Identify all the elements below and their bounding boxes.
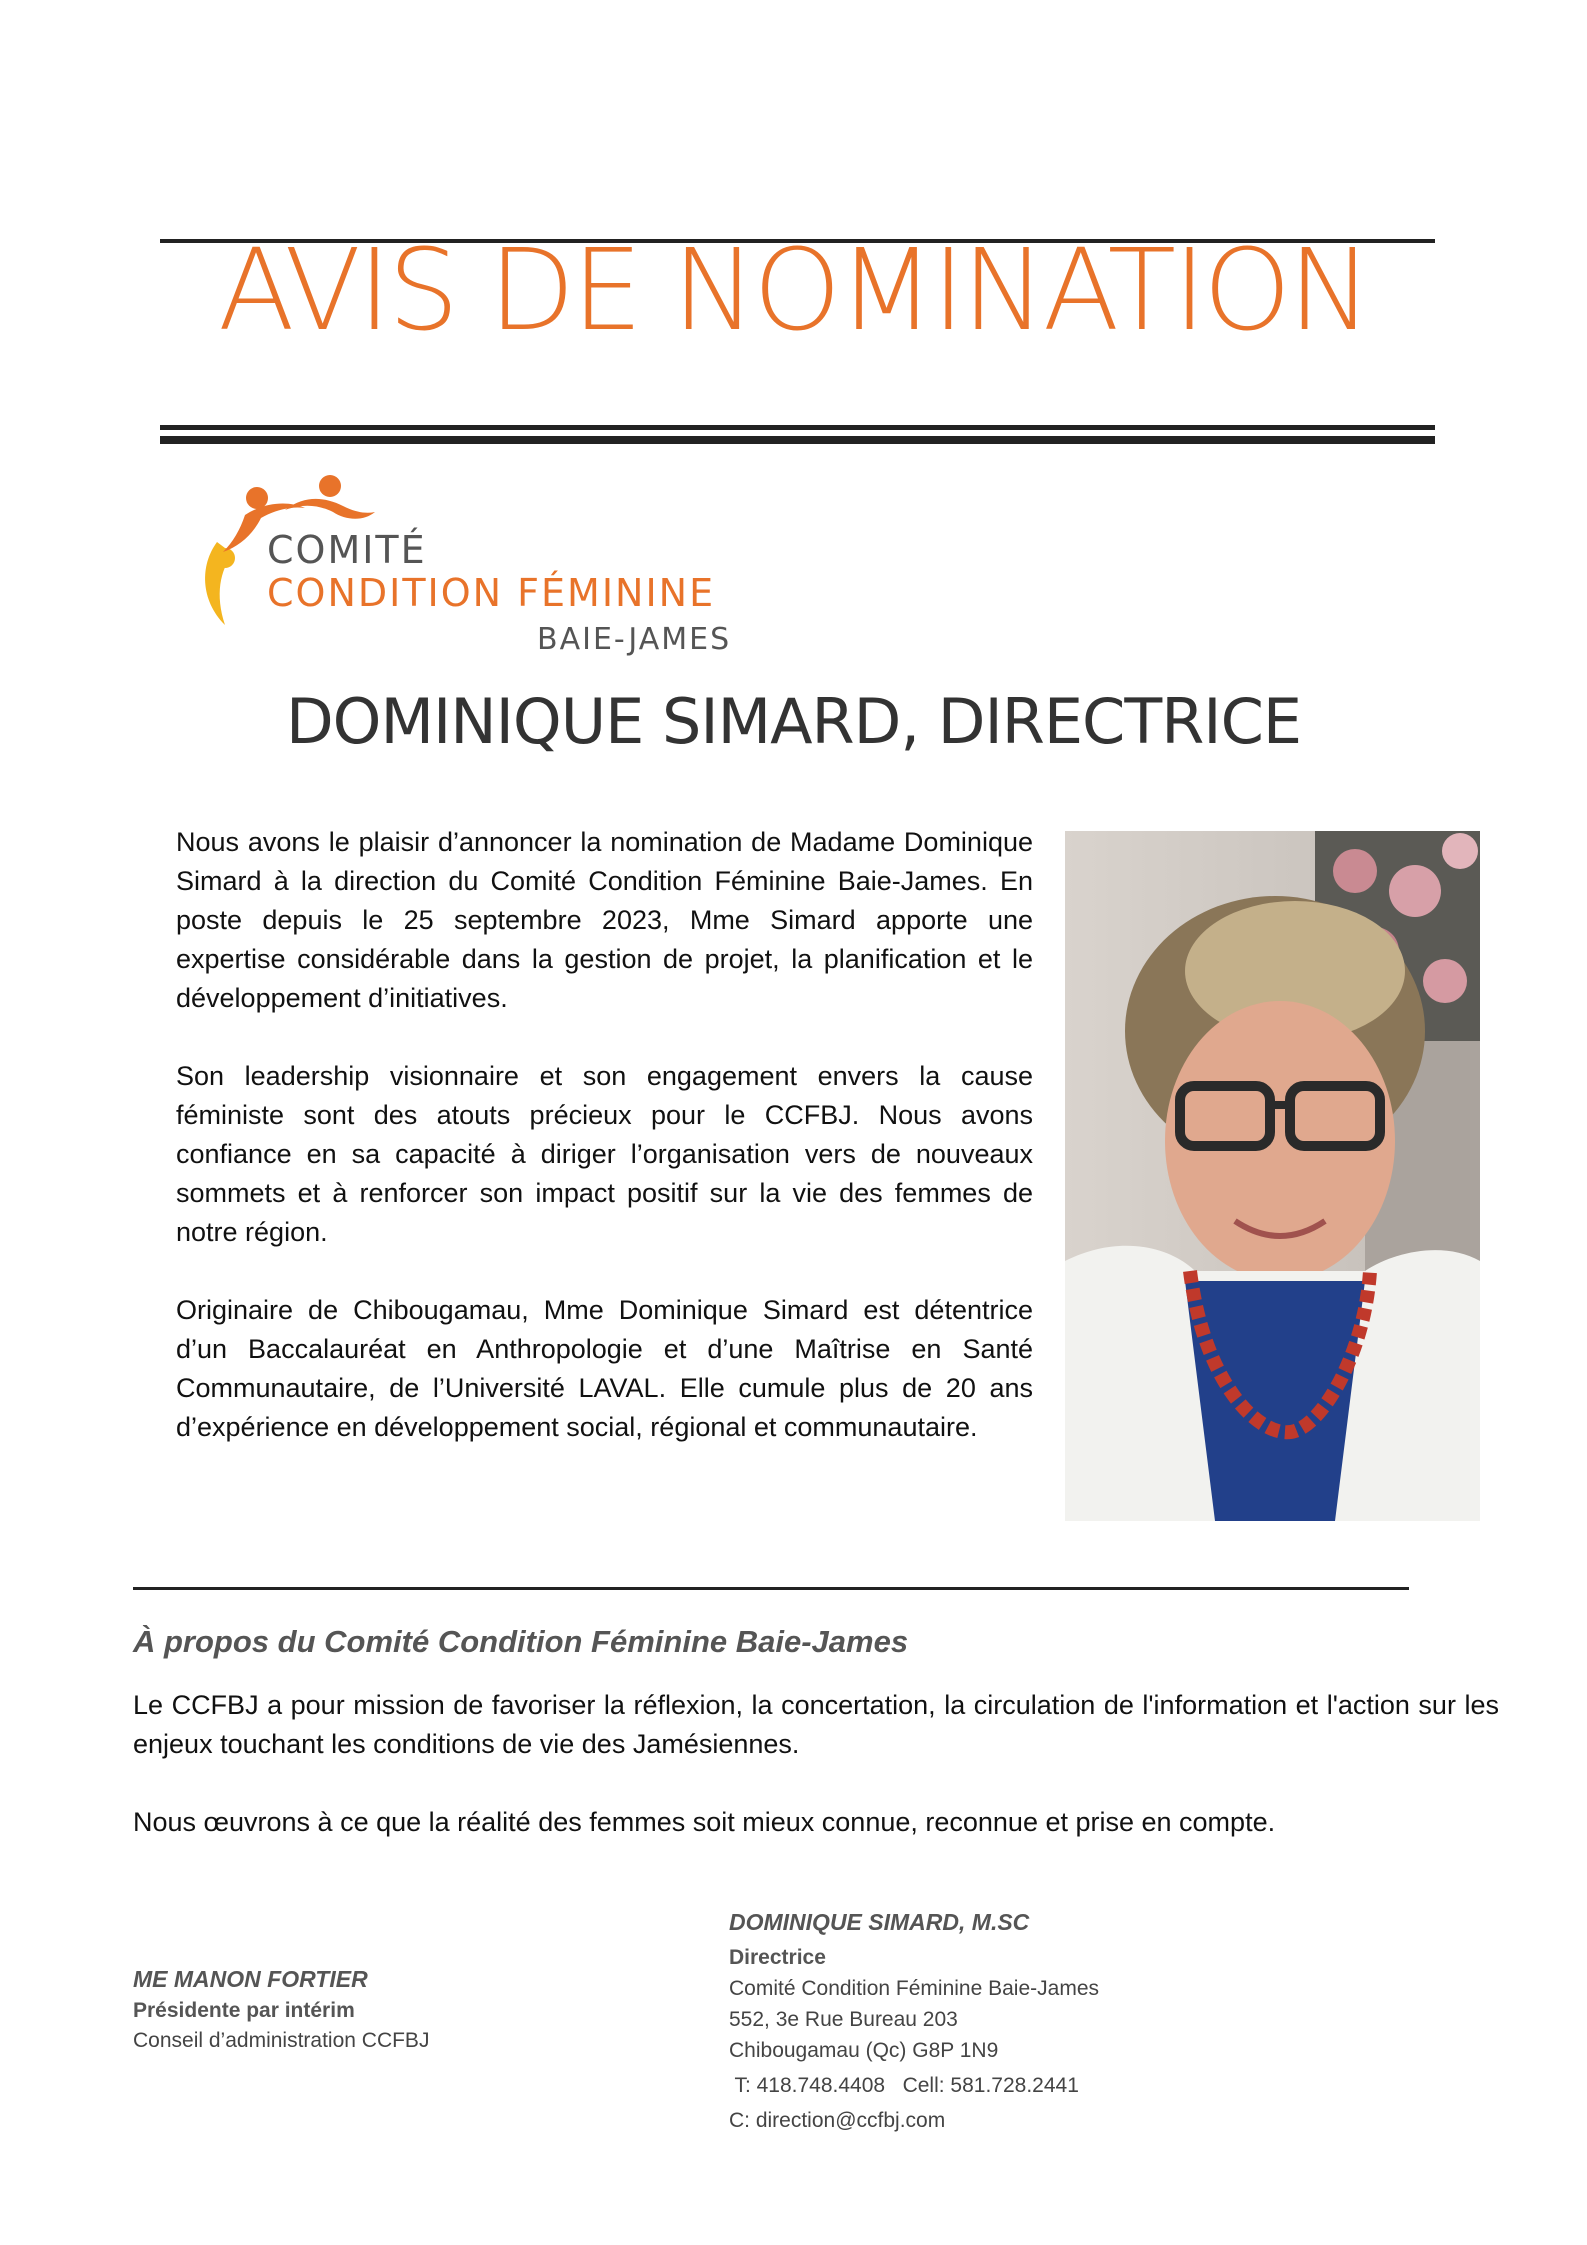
signature-right-phone: T: 418.748.4408 Cell: 581.728.2441 bbox=[729, 2074, 1079, 2097]
title-divider-upper bbox=[160, 425, 1435, 430]
body-paragraph: Nous avons le plaisir d’annoncer la nomination de Madame Dominique Simard à la direction du Comité Condition Féminine Baie-James. En poste depuis le 25 septembre 2023, Mme Simard apporte une expertise considérable dans la gestion de projet, la planification et le développement d’initiatives. bbox=[176, 827, 1033, 1013]
section-divider bbox=[133, 1587, 1409, 1590]
signature-right-name: DOMINIQUE SIMARD, M.SC bbox=[729, 1909, 1030, 1935]
announcement-body bbox=[176, 823, 1033, 1486]
nominee-heading: DOMINIQUE SIMARD, DIRECTRICE bbox=[285, 685, 1302, 758]
portrait-illustration bbox=[1065, 831, 1480, 1521]
signature-left-role: Présidente par intérim bbox=[133, 1999, 355, 2022]
about-heading: À propos du Comité Condition Féminine Baie-James bbox=[133, 1624, 909, 1659]
portrait-photo bbox=[1065, 831, 1480, 1521]
signature-left-org: Conseil d’administration CCFBJ bbox=[133, 2029, 430, 2052]
signature-right-email: C: direction@ccfbj.com bbox=[729, 2109, 946, 2132]
about-paragraph: Nous œuvrons à ce que la réalité des femmes soit mieux connue, reconnue et prise en compte. bbox=[133, 1807, 1276, 1837]
signature-right-org: Comité Condition Féminine Baie-James bbox=[729, 1977, 1099, 2000]
signature-right-address-line1: 552, 3e Rue Bureau 203 bbox=[729, 2008, 958, 2031]
about-paragraph: Le CCFBJ a pour mission de favoriser la réflexion, la concertation, la circulation de l'information et l'action sur les enjeux touchant les conditions de vie des Jamésiennes. bbox=[133, 1690, 1499, 1759]
logo-line-baie-james: BAIE-JAMES bbox=[537, 622, 732, 657]
logo-line-condition-feminine: CONDITION FÉMININE bbox=[267, 571, 716, 615]
signature-left-name: ME MANON FORTIER bbox=[133, 1966, 368, 1992]
organization-logo bbox=[195, 470, 755, 660]
signature-right-address-line2: Chibougamau (Qc) G8P 1N9 bbox=[729, 2039, 999, 2062]
page-title: AVIS DE NOMINATION bbox=[217, 226, 1370, 356]
body-paragraph: Originaire de Chibougamau, Mme Dominique Simard est détentrice d’un Baccalauréat en Anthropologie et d’une Maîtrise en Santé Communautaire, de l’Université LAVAL. Elle cumule plus de 20 ans d’expérience en développement social, régional et communautaire. bbox=[176, 1295, 1033, 1442]
signature-right-role: Directrice bbox=[729, 1946, 826, 1969]
about-body bbox=[133, 1686, 1499, 1881]
signature-right bbox=[729, 1907, 1099, 2136]
title-divider-lower bbox=[160, 436, 1435, 444]
logo-line-comite: COMITÉ bbox=[267, 528, 427, 572]
body-paragraph: Son leadership visionnaire et son engagement envers la cause féministe sont des atouts précieux pour le CCFBJ. Nous avons confiance en sa capacité à diriger l’organisation vers de nouveaux sommets et à renforcer son impact positif sur la vie des femmes de notre région. bbox=[176, 1061, 1033, 1247]
signature-left bbox=[133, 1966, 429, 2053]
